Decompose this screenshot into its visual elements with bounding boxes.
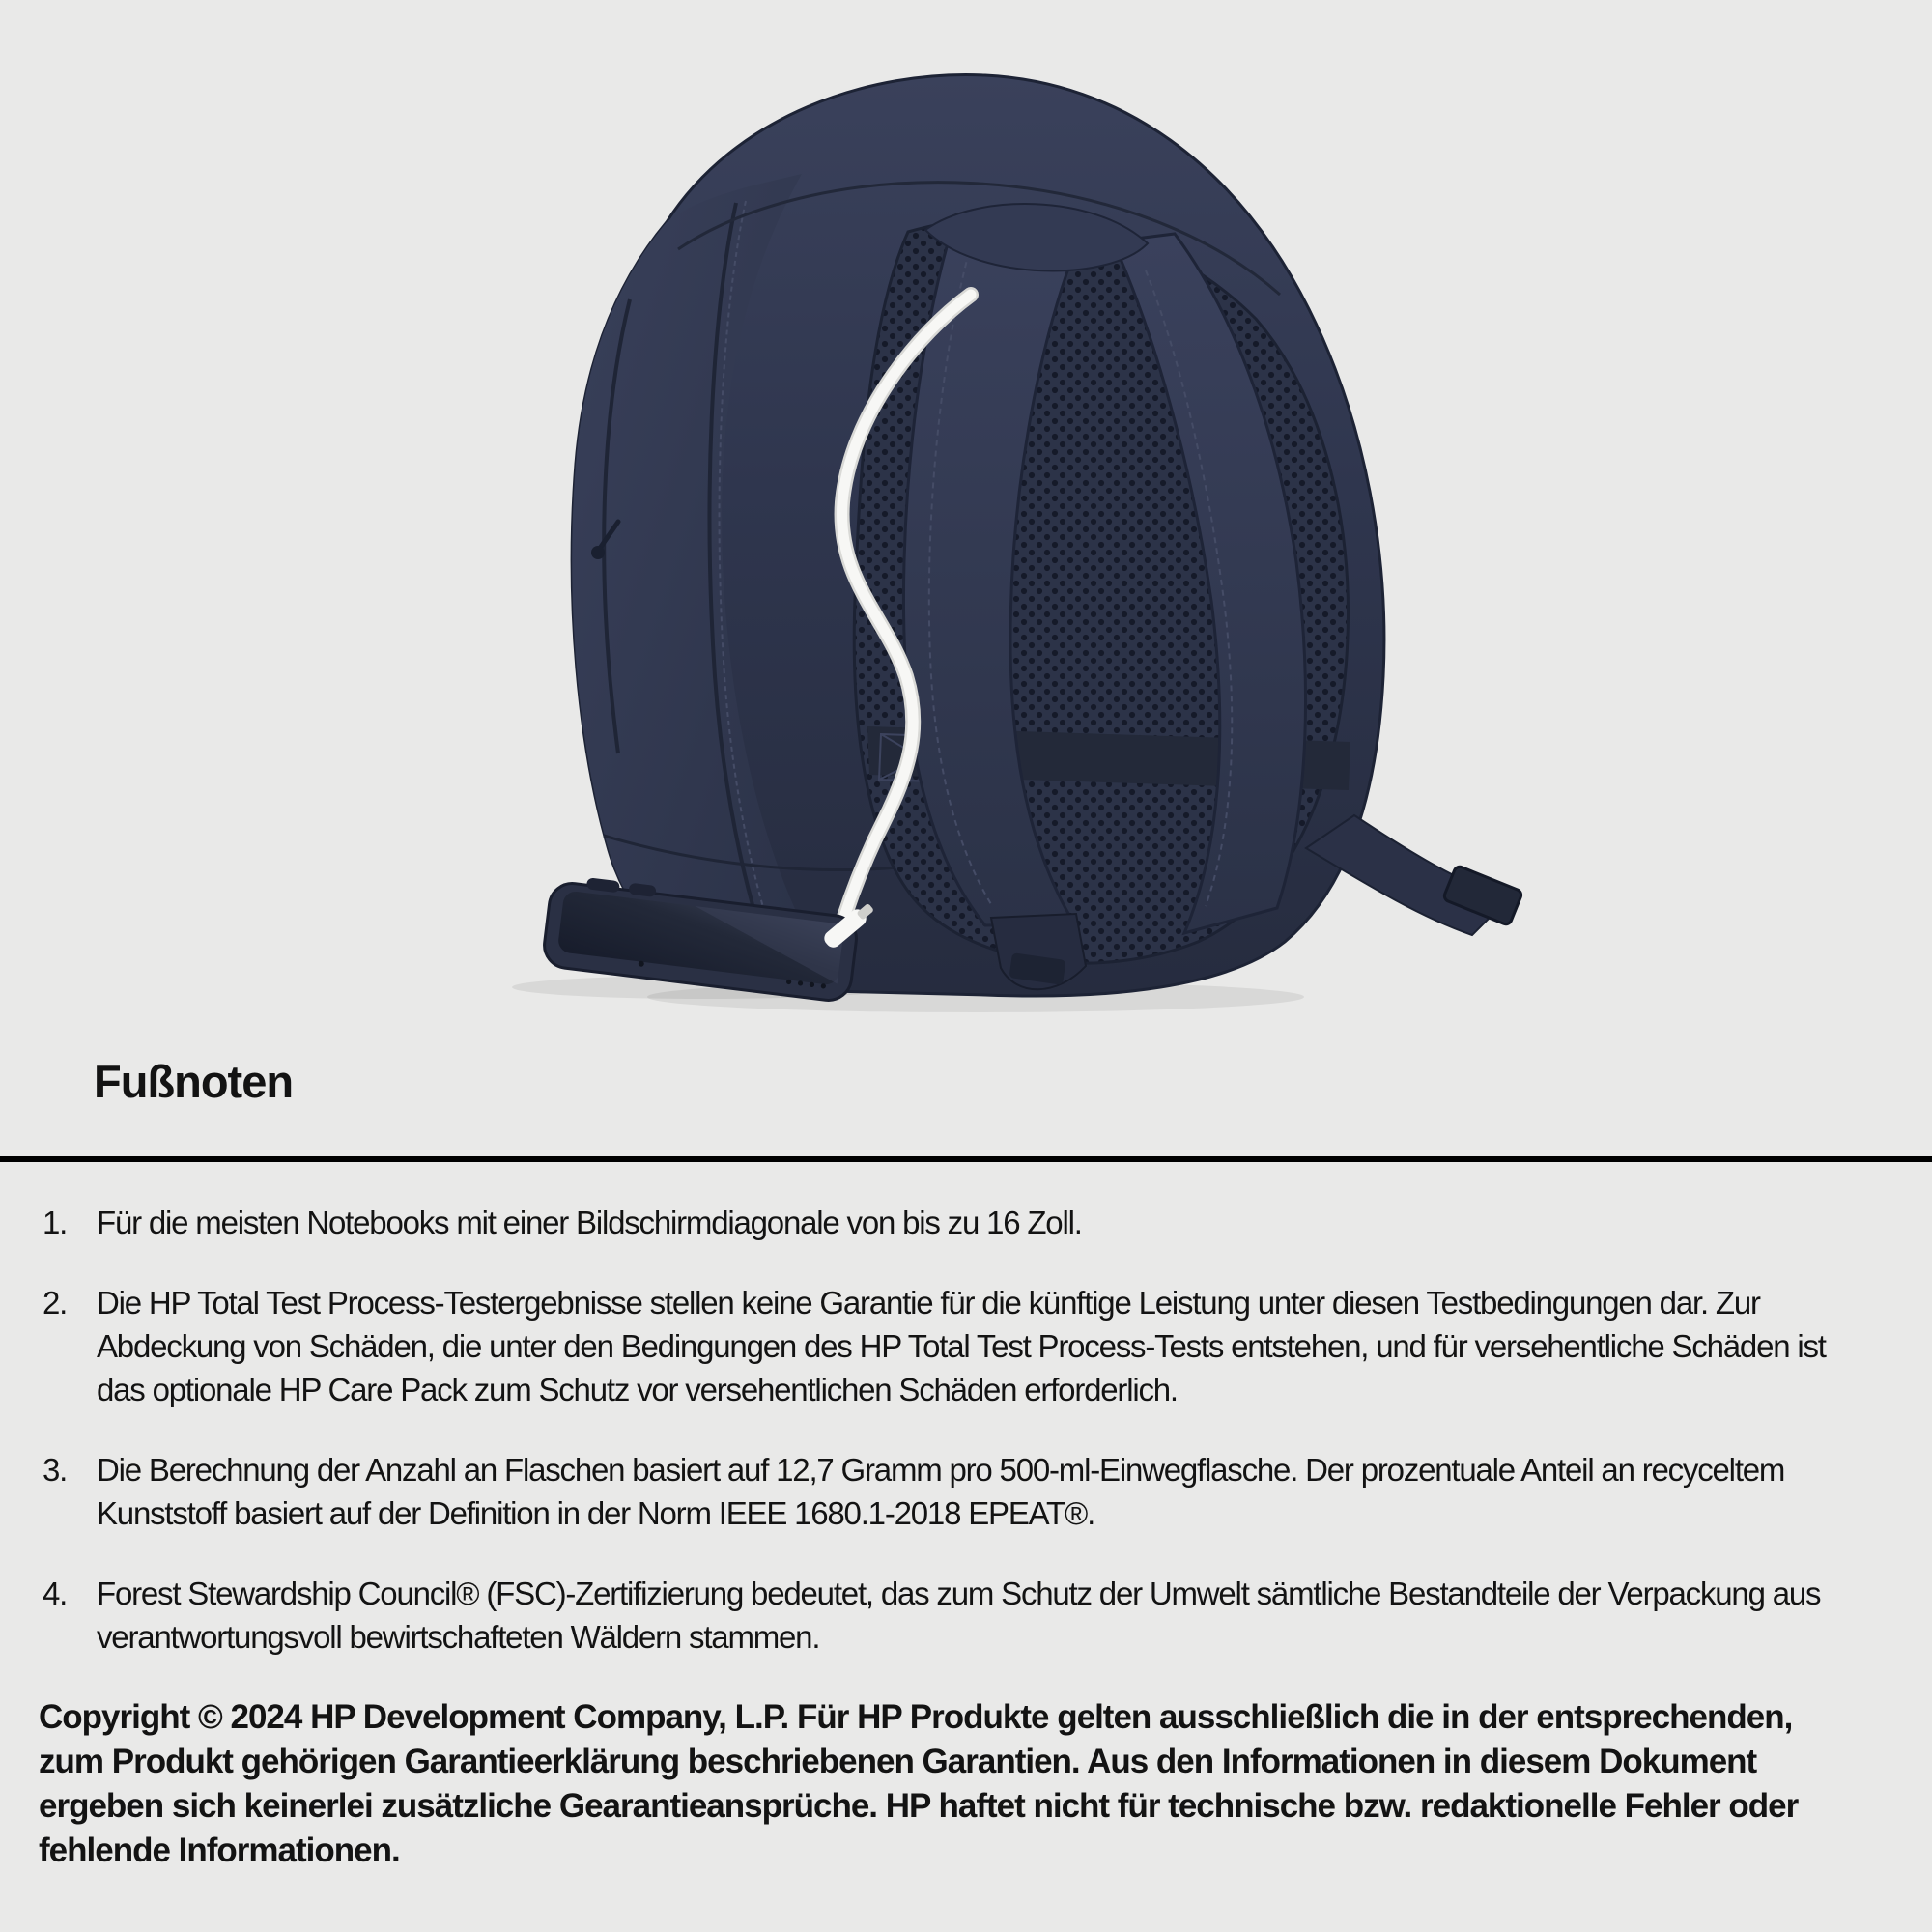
footnote-item-2: [43, 1281, 1832, 1411]
footnote-number: 2.: [43, 1285, 68, 1321]
footnote-text: Für die meisten Notebooks mit einer Bildschirmdiagonale von bis zu 16 Zoll.: [97, 1205, 1082, 1240]
footnote-number: 3.: [43, 1452, 68, 1488]
footnote-item-4: [43, 1572, 1832, 1659]
footnote-text: Forest Stewardship Council® (FSC)-Zertifizierung bedeutet, das zum Schutz der Umwelt sämtliche Bestandteile der Verpackung aus verantwortungsvoll bewirtschafteten Wäldern stammen.: [97, 1576, 1821, 1655]
page-title: Fußnoten: [94, 1056, 294, 1107]
divider-rule: [0, 1156, 1932, 1162]
footnote-text: Die Berechnung der Anzahl an Flaschen basiert auf 12,7 Gramm pro 500-ml-Einwegflasche. Der prozentuale Anteil an recyceltem Kunststoff basiert auf der Definition in der Norm IEEE 1680.1-2018 EPEAT®.: [97, 1452, 1785, 1531]
lower-text-area: [0, 1201, 1932, 1873]
footnote-text: Die HP Total Test Process-Testergebnisse stellen keine Garantie für die künftige Leistung unter diesen Testbedingungen dar. Zur Abdeckung von Schäden, die unter den Bedingungen des HP Total Test Process-Tests entstehen, und für versehentliche Schäden ist das optionale HP Care Pack zum Schutz vor versehentlichen Schäden erforderlich.: [97, 1285, 1826, 1407]
footnote-item-1: [43, 1201, 1832, 1244]
copyright-notice: Copyright © 2024 HP Development Company, L.P. Für HP Produkte gelten ausschließlich die in der entsprechenden, zum Produkt gehörigen Garantieerklärung beschriebenen Garantien. Aus den Informationen in diesem Dokument ergeben sich keinerlei zusätzliche Gearantieansprüche. HP haftet nicht für technische bzw. redaktionelle Fehler oder fehlende Informationen.: [39, 1698, 1799, 1869]
footnote-number: 4.: [43, 1576, 68, 1611]
footnotes-list: [0, 1201, 1932, 1659]
footnote-item-3: [43, 1448, 1832, 1535]
footnote-number: 1.: [43, 1205, 68, 1240]
